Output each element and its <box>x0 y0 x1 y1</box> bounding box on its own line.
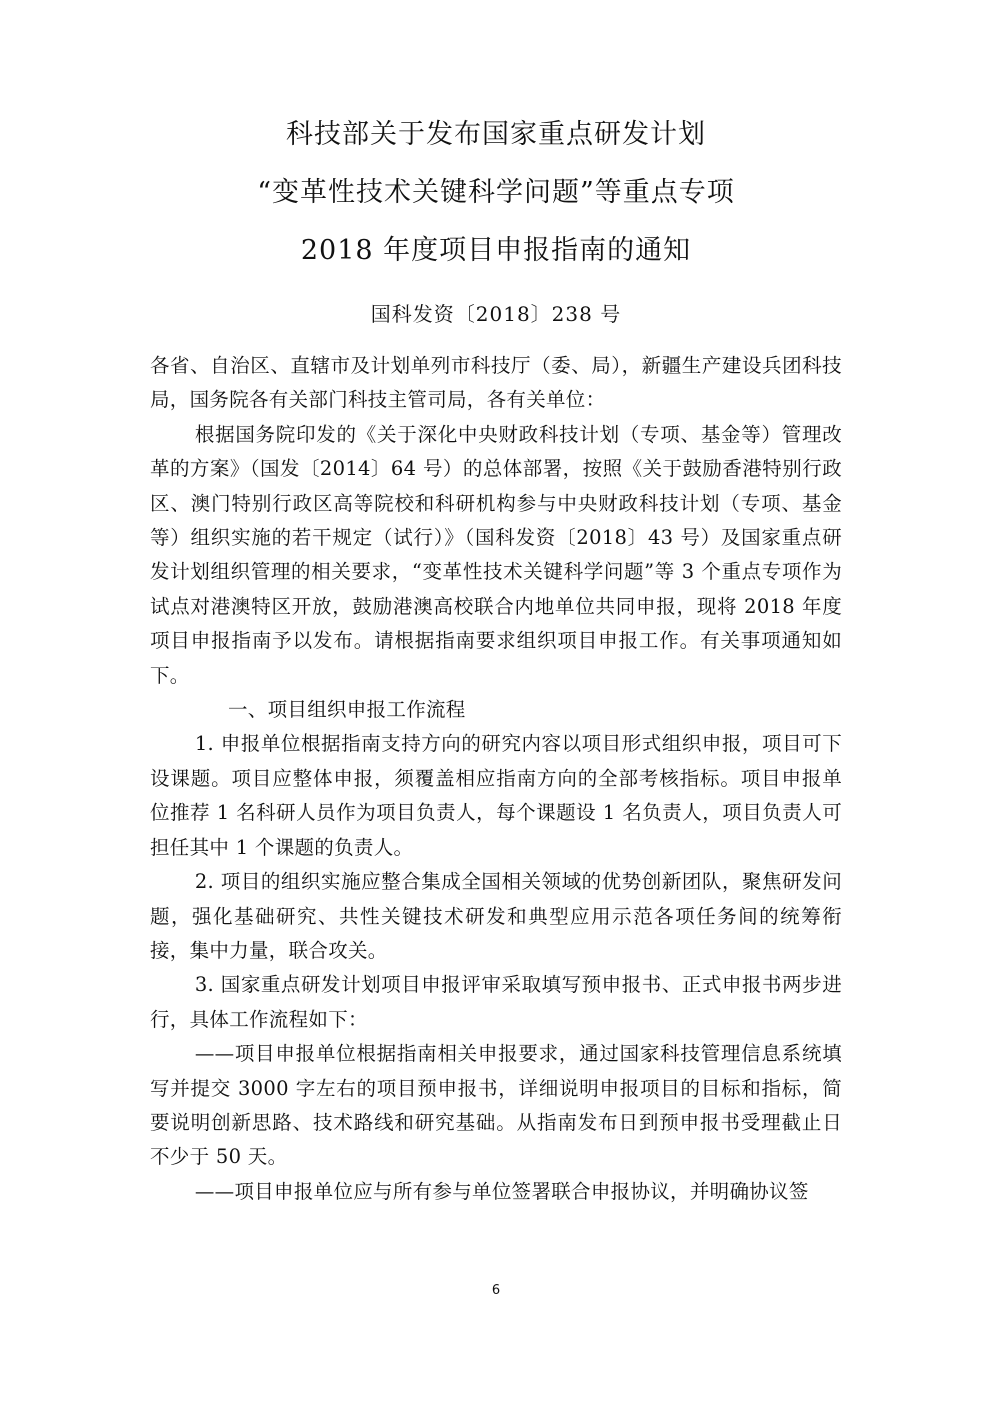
title-line-3: 2018 年度项目申报指南的通知 <box>300 235 692 266</box>
addressee-paragraph: 各省、自治区、直辖市及计划单列市科技厅（委、局），新疆生产建设兵团科技局，国务院各有关部门科技主管司局，各有关单位： <box>150 354 842 412</box>
list-item-2: 2. 项目的组织实施应整合集成全国相关领域的优势创新团队，聚焦研发问题，强化基础研究、共性关键技术研发和典型应用示范各项任务间的统筹衔接，集中力量，联合攻关。 <box>150 870 842 962</box>
list-item-3: 3. 国家重点研发计划项目申报评审采取填写预申报书、正式申报书两步进行，具体工作流程如下： <box>150 973 842 1031</box>
section-heading-1: 一、项目组织申报工作流程 <box>228 698 466 722</box>
list-item-1: 1. 申报单位根据指南支持方向的研究内容以项目形式组织申报，项目可下设课题。项目应整体申报，须覆盖相应指南方向的全部考核指标。项目申报单位推荐 1 名科研人员作为项目负责人，每个课题设 1 名负责人，项目负责人可担任其中 1 个课题的负责人。 <box>150 732 842 859</box>
document-number: 国科发资〔2018〕238 号 <box>370 302 622 326</box>
intro-paragraph: 根据国务院印发的《关于深化中央财政科技计划（专项、基金等）管理改革的方案》（国发〔2014〕64 号）的总体部署，按照《关于鼓励香港特别行政区、澳门特别行政区高等院校和科研机构参与中央财政科技计划（专项、基金等）组织实施的若干规定（试行）》（国科发资〔2018〕43 号）及国家重点研发计划组织管理的相关要求，“变革性技术关键科学问题”等 3 个重点专项作为试点对港澳特区开放，鼓励港澳高校联合内地单位共同申报，现将 2018 年度项目申报指南予以发布。请根据指南要求组织项目申报工作。有关事项通知如下。 <box>150 422 842 687</box>
title-line-1: 科技部关于发布国家重点研发计划 <box>286 119 706 150</box>
procedure-step-1: ——项目申报单位根据指南相关申报要求，通过国家科技管理信息系统填写并提交 3000 字左右的项目预申报书，详细说明申报项目的目标和指标，简要说明创新思路、技术路线和研究基础。从指南发布日到预申报书受理截止日不少于 50 天。 <box>150 1042 842 1169</box>
document-body <box>150 349 842 1209</box>
title-line-2: “变革性技术关键科学问题”等重点专项 <box>257 177 735 208</box>
page-number: 6 <box>491 1283 501 1298</box>
procedure-step-2: ——项目申报单位应与所有参与单位签署联合申报协议，并明确协议签 <box>194 1179 809 1203</box>
